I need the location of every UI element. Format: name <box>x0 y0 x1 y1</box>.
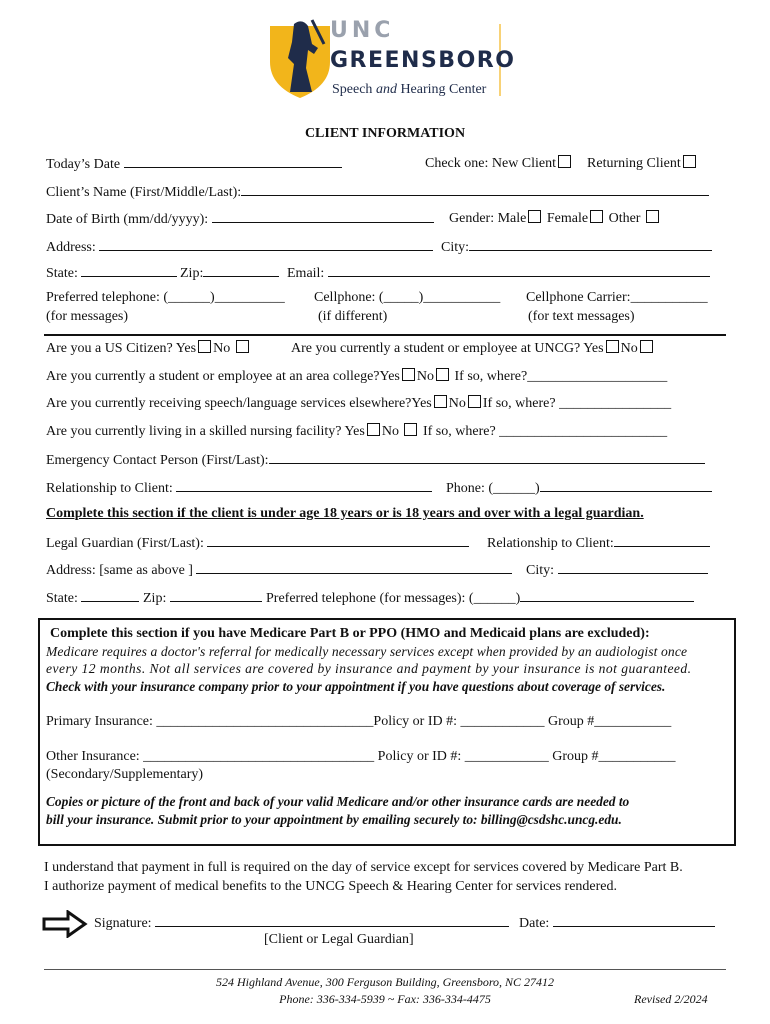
uncg-yes-checkbox[interactable] <box>606 340 619 353</box>
uncg-question: Are you currently a student or employee at UNCG? Yes No <box>291 340 655 357</box>
guardian-telephone-field[interactable]: Preferred telephone (for messages): (______) <box>266 589 694 607</box>
city-field[interactable]: City: <box>441 238 712 256</box>
guardian-section-heading: Complete this section if the client is under age 18 years or is 18 years and over with a legal guardian. <box>46 506 644 521</box>
uncg-logo <box>268 14 516 104</box>
page-title: CLIENT INFORMATION <box>304 126 466 141</box>
male-checkbox[interactable] <box>528 210 541 223</box>
citizen-yes-checkbox[interactable] <box>198 340 211 353</box>
area-college-question: Are you currently a student or employee at an area college?Yes No If so, where?____________________ <box>46 369 668 384</box>
nursing-facility-question: Are you currently living in a skilled nursing facility? Yes No If so, where? ________________________ <box>46 424 668 439</box>
cellphone-carrier-field[interactable]: Cellphone Carrier:___________ <box>526 290 708 305</box>
cellphone-carrier-note: (for text messages) <box>528 309 635 324</box>
logo-unc: UNC <box>330 18 395 43</box>
todays-date-field[interactable]: Today’s Date <box>46 155 342 173</box>
female-checkbox[interactable] <box>590 210 603 223</box>
returning-client-checkbox[interactable] <box>683 155 696 168</box>
college-no-checkbox[interactable] <box>436 368 449 381</box>
speech-no-checkbox[interactable] <box>468 395 481 408</box>
other-insurance-note: (Secondary/Supplementary) <box>46 767 204 782</box>
guardian-zip-field[interactable]: Zip: <box>143 589 262 607</box>
other-insurance-field[interactable]: Other Insurance: _________________________________ Policy or ID #: ____________ Group #___________ <box>46 749 676 764</box>
consent-line-2: I authorize payment of medical benefits to the UNCG Speech & Hearing Center for services rendered. <box>44 879 618 894</box>
email-field[interactable]: Email: <box>287 264 710 282</box>
client-type-field: Check one: New Client Returning Client <box>425 155 698 172</box>
speech-services-question: Are you currently receiving speech/language services elsewhere?Yes No If so, where? ________________ <box>46 396 672 411</box>
guardian-state-field[interactable]: State: <box>46 589 139 607</box>
emergency-phone-field[interactable]: Phone: (______) <box>446 479 712 497</box>
new-client-checkbox[interactable] <box>558 155 571 168</box>
medicare-note-1: Medicare requires a doctor's referral for medically necessary services except when provided by an audiologist once <box>46 644 688 659</box>
medicare-note-3: Check with your insurance company prior to your appointment if you have questions about coverage of services. <box>46 679 666 694</box>
signature-field[interactable]: Signature: <box>94 914 509 932</box>
cellphone-field[interactable]: Cellphone: (_____)___________ <box>314 290 501 305</box>
signature-date-field[interactable]: Date: <box>519 914 715 932</box>
footer-address: 524 Highland Avenue, 300 Ferguson Building, Greensboro, NC 27412 <box>215 975 555 989</box>
us-citizen-question: Are you a US Citizen? Yes No <box>46 340 251 357</box>
cellphone-note: (if different) <box>318 309 388 324</box>
copies-note-1: Copies or picture of the front and back of your valid Medicare and/or other insurance cards are needed to <box>46 794 630 809</box>
section-divider <box>44 334 726 336</box>
guardian-relationship-field[interactable]: Relationship to Client: <box>487 534 710 552</box>
college-yes-checkbox[interactable] <box>402 368 415 381</box>
copies-note-2: bill your insurance. Submit prior to your appointment by emailing securely to: billing@csdshc.uncg.edu. <box>46 812 622 827</box>
gender-field: Gender: Male Female Other <box>449 210 661 227</box>
guardian-address-field[interactable]: Address: [same as above ] <box>46 561 512 579</box>
primary-insurance-field[interactable]: Primary Insurance: _______________________________Policy or ID #: ____________ Group #___________ <box>46 714 672 729</box>
speech-yes-checkbox[interactable] <box>434 395 447 408</box>
preferred-telephone-field[interactable]: Preferred telephone: (______)__________ <box>46 290 285 305</box>
medicare-heading: Complete this section if you have Medicare Part B or PPO (HMO and Medicaid plans are excluded): <box>50 626 650 641</box>
guardian-city-field[interactable]: City: <box>526 561 708 579</box>
zip-field[interactable]: Zip: <box>180 264 279 282</box>
footer-divider <box>44 969 726 970</box>
arrow-right-icon <box>42 910 88 938</box>
medicare-note-2: every 12 months. Not all services are covered by insurance and payment by your insurance is not guaranteed. <box>46 661 692 676</box>
uncg-no-checkbox[interactable] <box>640 340 653 353</box>
nursing-yes-checkbox[interactable] <box>367 423 380 436</box>
footer-phone: Phone: 336-334-5939 ~ Fax: 336-334-4475 <box>279 992 491 1006</box>
emergency-relationship-field[interactable]: Relationship to Client: <box>46 479 432 497</box>
legal-guardian-field[interactable]: Legal Guardian (First/Last): <box>46 534 469 552</box>
logo-subtitle: Speech and Hearing Center <box>332 82 487 97</box>
other-gender-checkbox[interactable] <box>646 210 659 223</box>
consent-line-1: I understand that payment in full is required on the day of service except for services covered by Medicare Part B. <box>44 860 683 875</box>
nursing-no-checkbox[interactable] <box>404 423 417 436</box>
signature-note: [Client or Legal Guardian] <box>264 932 414 947</box>
preferred-telephone-note: (for messages) <box>46 309 129 324</box>
logo-greensboro: GREENSBORO <box>330 48 516 73</box>
dob-field[interactable]: Date of Birth (mm/dd/yyyy): <box>46 210 434 228</box>
address-field[interactable]: Address: <box>46 238 433 256</box>
revision-date: Revised 2/2024 <box>634 992 708 1006</box>
emergency-contact-field[interactable]: Emergency Contact Person (First/Last): <box>46 451 705 469</box>
client-name-field[interactable]: Client’s Name (First/Middle/Last): <box>46 183 709 201</box>
state-field[interactable]: State: <box>46 264 177 282</box>
citizen-no-checkbox[interactable] <box>236 340 249 353</box>
